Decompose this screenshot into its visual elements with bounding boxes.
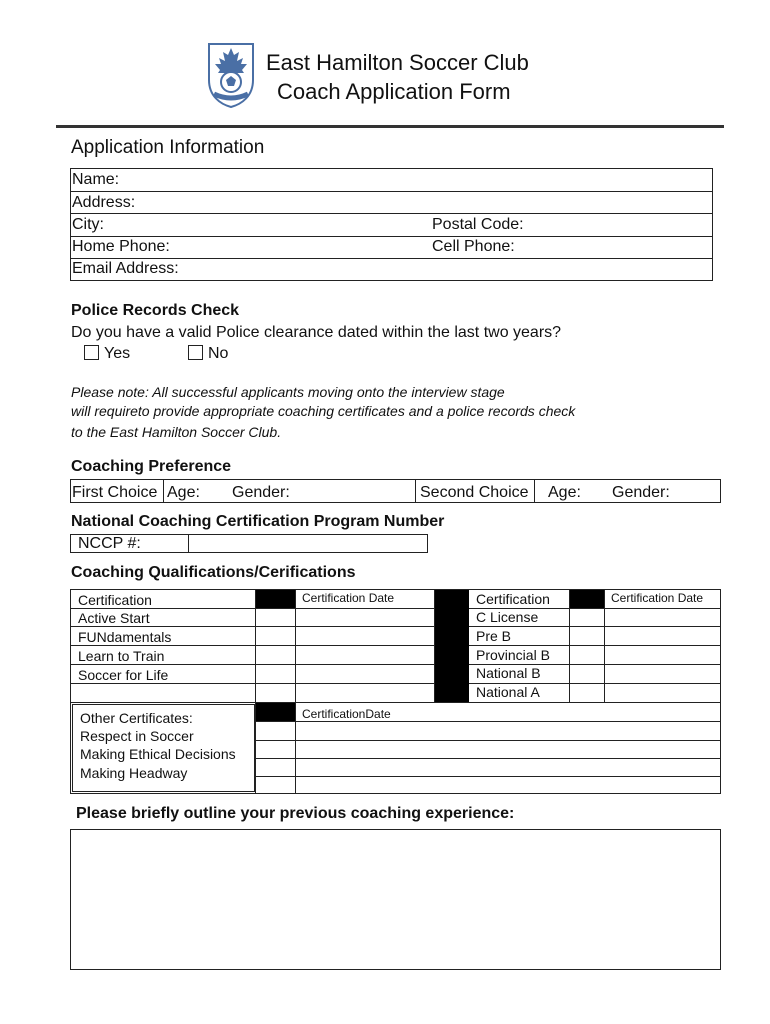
other-certificates-title: Other Certificates: — [80, 710, 193, 726]
row-divider — [255, 758, 721, 759]
row-divider — [70, 191, 713, 192]
cell-divider — [415, 479, 416, 503]
other-item-ethical: Making Ethical Decisions — [80, 746, 236, 762]
row-divider — [255, 721, 721, 722]
second-gender-field[interactable]: Gender: — [612, 484, 670, 501]
second-age-field[interactable]: Age: — [548, 484, 581, 501]
row-divider — [70, 702, 721, 703]
nccp-heading: National Coaching Certification Program Number — [71, 513, 445, 530]
black-header-cell — [570, 590, 604, 608]
note-line-1: Please note: All successful applicants moving onto the interview stage — [71, 384, 505, 400]
experience-textarea[interactable] — [70, 829, 721, 970]
black-header-cell — [256, 703, 295, 721]
other-date-header: CertificationDate — [302, 707, 391, 721]
first-age-field[interactable]: Age: — [167, 484, 200, 501]
club-name: East Hamilton Soccer Club — [266, 50, 529, 75]
cert-item-fundamentals: FUNdamentals — [78, 629, 172, 645]
row-divider — [70, 645, 721, 646]
nccp-label: NCCP #: — [78, 535, 141, 552]
black-column — [435, 590, 469, 702]
cell-phone-field[interactable]: Cell Phone: — [432, 238, 515, 255]
other-item-respect: Respect in Soccer — [80, 728, 194, 744]
cell-divider — [534, 479, 535, 503]
postal-code-field[interactable]: Postal Code: — [432, 216, 524, 233]
name-field[interactable]: Name: — [72, 171, 120, 188]
police-heading: Police Records Check — [71, 302, 240, 319]
preference-heading: Coaching Preference — [71, 458, 232, 475]
row-divider — [70, 258, 713, 259]
police-question: Do you have a valid Police clearance dated within the last two years? — [71, 324, 562, 341]
left-cert-header: Certification — [78, 592, 152, 608]
note-line-2: will requireto provide appropriate coaching certificates and a police records check — [71, 403, 576, 419]
first-choice-label: First Choice — [72, 484, 158, 501]
qualifications-heading: Coaching Qualifications/Cerifications — [71, 564, 356, 581]
black-header-cell — [256, 590, 295, 608]
second-choice-label: Second Choice — [420, 484, 529, 501]
cert-item-c-license: C License — [476, 609, 539, 625]
row-divider — [70, 664, 721, 665]
cert-item-provincial-b: Provincial B — [476, 647, 550, 663]
cert-item-national-a: National A — [476, 684, 540, 700]
address-field[interactable]: Address: — [72, 194, 136, 211]
yes-label: Yes — [104, 345, 131, 362]
right-cert-header: Certification — [476, 591, 550, 607]
first-gender-field[interactable]: Gender: — [232, 484, 290, 501]
no-option[interactable] — [188, 345, 228, 363]
nccp-input[interactable] — [188, 534, 428, 553]
row-divider — [70, 236, 713, 237]
row-divider — [70, 626, 721, 627]
cert-item-pre-b: Pre B — [476, 628, 512, 644]
row-divider — [255, 776, 721, 777]
yes-checkbox[interactable] — [84, 345, 99, 360]
yes-option[interactable] — [84, 345, 130, 363]
other-item-headway: Making Headway — [80, 765, 188, 781]
no-label: No — [208, 345, 229, 362]
row-divider — [70, 213, 713, 214]
cert-item-active-start: Active Start — [78, 610, 150, 626]
home-phone-field[interactable]: Home Phone: — [72, 238, 170, 255]
form-title: Coach Application Form — [277, 79, 511, 104]
cert-date-right-header: Certification Date — [611, 591, 704, 605]
row-divider — [70, 683, 721, 684]
city-field[interactable]: City: — [72, 216, 104, 233]
experience-heading: Please briefly outline your previous coaching experience: — [76, 805, 515, 822]
application-heading: Application Information — [71, 137, 265, 158]
col-divider — [255, 589, 256, 794]
col-divider — [604, 589, 605, 702]
cert-item-learn-to-train: Learn to Train — [78, 648, 165, 664]
row-divider — [70, 608, 721, 609]
col-divider — [295, 589, 296, 794]
email-field[interactable]: Email Address: — [72, 260, 179, 277]
cell-divider — [163, 479, 164, 503]
row-divider — [255, 740, 721, 741]
cert-item-national-b: National B — [476, 665, 541, 681]
note-line-3: to the East Hamilton Soccer Club. — [71, 424, 282, 440]
no-checkbox[interactable] — [188, 345, 203, 360]
cert-item-soccer-for-life: Soccer for Life — [78, 667, 169, 683]
header-rule — [56, 125, 724, 128]
cert-date-left-header: Certification Date — [302, 591, 395, 605]
club-logo — [206, 42, 256, 108]
